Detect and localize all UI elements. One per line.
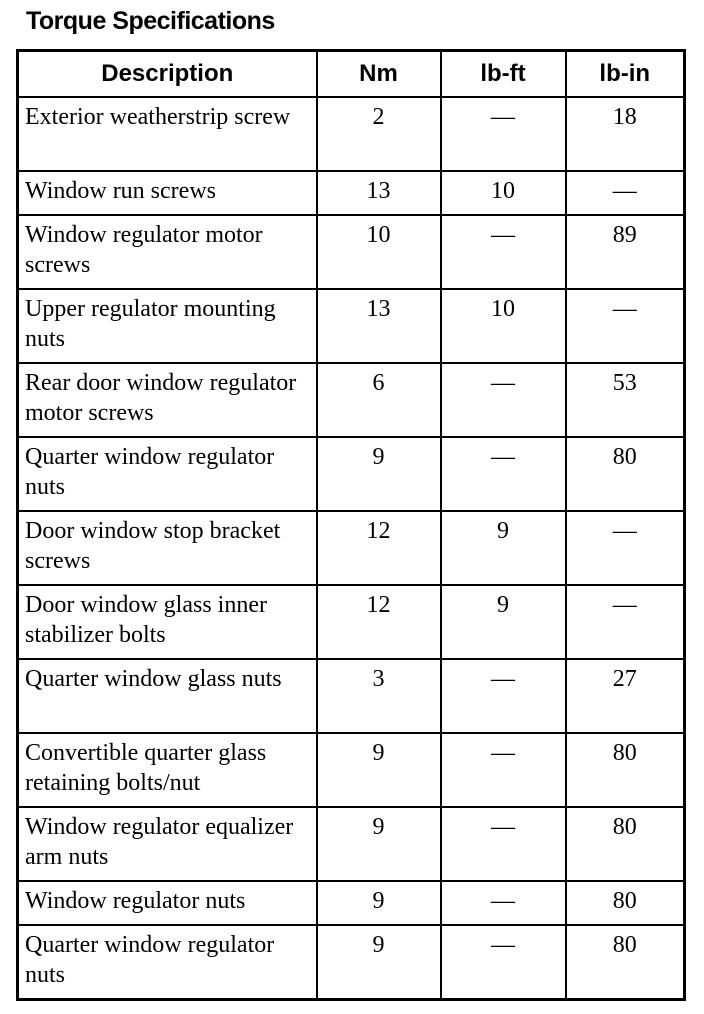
cell-description: Convertible quarter glass retaining bolts/nut bbox=[18, 733, 317, 807]
cell-description: Quarter window glass nuts bbox=[18, 659, 317, 733]
cell-lb-in: 80 bbox=[566, 437, 685, 511]
cell-nm: 9 bbox=[317, 733, 441, 807]
table-row bbox=[18, 925, 685, 999]
table-row bbox=[18, 585, 685, 659]
cell-nm: 13 bbox=[317, 171, 441, 215]
torque-spec-table bbox=[16, 49, 686, 1001]
cell-nm: 10 bbox=[317, 215, 441, 289]
cell-lb-ft: — bbox=[441, 807, 566, 881]
cell-lb-in: 27 bbox=[566, 659, 685, 733]
cell-lb-ft: — bbox=[441, 363, 566, 437]
cell-lb-ft: — bbox=[441, 925, 566, 999]
cell-lb-ft: 10 bbox=[441, 289, 566, 363]
header-lb-ft: lb-ft bbox=[441, 51, 566, 98]
table-row bbox=[18, 881, 685, 925]
table-row bbox=[18, 807, 685, 881]
cell-lb-ft: — bbox=[441, 659, 566, 733]
cell-lb-in: — bbox=[566, 585, 685, 659]
table-row bbox=[18, 97, 685, 171]
cell-lb-ft: 9 bbox=[441, 585, 566, 659]
page-title: Torque Specifications bbox=[26, 7, 275, 35]
table-row bbox=[18, 511, 685, 585]
cell-lb-in: — bbox=[566, 171, 685, 215]
cell-lb-ft: 10 bbox=[441, 171, 566, 215]
cell-lb-in: 89 bbox=[566, 215, 685, 289]
cell-lb-in: — bbox=[566, 511, 685, 585]
cell-description: Door window stop bracket screws bbox=[18, 511, 317, 585]
table-row bbox=[18, 437, 685, 511]
header-nm: Nm bbox=[317, 51, 441, 98]
cell-lb-in: 80 bbox=[566, 733, 685, 807]
cell-lb-ft: — bbox=[441, 733, 566, 807]
cell-lb-in: 80 bbox=[566, 925, 685, 999]
cell-nm: 13 bbox=[317, 289, 441, 363]
cell-lb-in: 18 bbox=[566, 97, 685, 171]
cell-lb-ft: — bbox=[441, 437, 566, 511]
cell-description: Door window glass inner stabilizer bolts bbox=[18, 585, 317, 659]
cell-lb-ft: — bbox=[441, 215, 566, 289]
table-row bbox=[18, 363, 685, 437]
cell-description: Window regulator nuts bbox=[18, 881, 317, 925]
cell-description: Exterior weatherstrip screw bbox=[18, 97, 317, 171]
cell-nm: 9 bbox=[317, 881, 441, 925]
cell-nm: 2 bbox=[317, 97, 441, 171]
cell-description: Quarter window regulator nuts bbox=[18, 925, 317, 999]
cell-description: Window regulator equalizer arm nuts bbox=[18, 807, 317, 881]
table-row bbox=[18, 659, 685, 733]
table-row bbox=[18, 733, 685, 807]
cell-description: Upper regulator mounting nuts bbox=[18, 289, 317, 363]
cell-lb-in: 53 bbox=[566, 363, 685, 437]
table-row bbox=[18, 289, 685, 363]
table-row bbox=[18, 215, 685, 289]
cell-description: Window run screws bbox=[18, 171, 317, 215]
cell-nm: 3 bbox=[317, 659, 441, 733]
cell-lb-in: 80 bbox=[566, 807, 685, 881]
header-description: Description bbox=[18, 51, 317, 98]
cell-nm: 9 bbox=[317, 437, 441, 511]
cell-nm: 6 bbox=[317, 363, 441, 437]
cell-description: Rear door window regulator motor screws bbox=[18, 363, 317, 437]
cell-lb-ft: — bbox=[441, 97, 566, 171]
cell-nm: 9 bbox=[317, 807, 441, 881]
cell-nm: 12 bbox=[317, 511, 441, 585]
table-row bbox=[18, 171, 685, 215]
cell-lb-in: — bbox=[566, 289, 685, 363]
cell-nm: 12 bbox=[317, 585, 441, 659]
cell-lb-ft: 9 bbox=[441, 511, 566, 585]
cell-nm: 9 bbox=[317, 925, 441, 999]
cell-description: Window regulator motor screws bbox=[18, 215, 317, 289]
header-lb-in: lb-in bbox=[566, 51, 685, 98]
cell-lb-ft: — bbox=[441, 881, 566, 925]
cell-description: Quarter window regulator nuts bbox=[18, 437, 317, 511]
cell-lb-in: 80 bbox=[566, 881, 685, 925]
table-header-row bbox=[18, 51, 685, 98]
